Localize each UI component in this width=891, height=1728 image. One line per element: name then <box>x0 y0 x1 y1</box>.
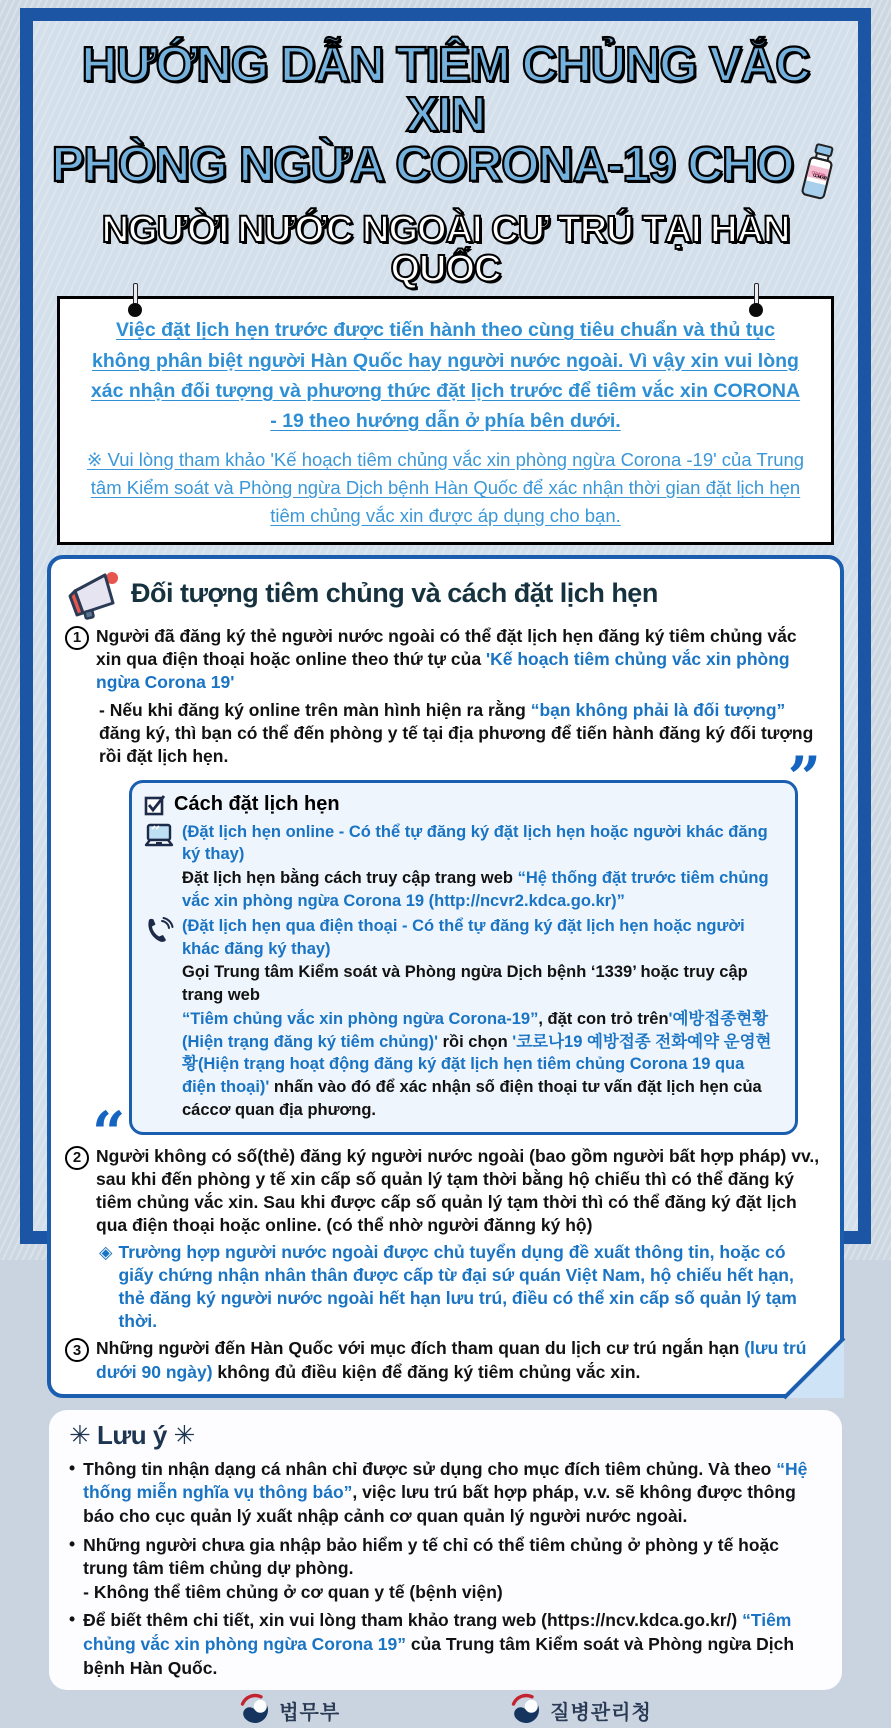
vaccination-target-section <box>47 555 844 1398</box>
item-number-badge: 1 <box>65 626 89 650</box>
item-2-text: Người không có số(thẻ) đăng ký người nước ngoài (bao gồm người bất hợp pháp) vv., sau khi đến phòng y tế xin cấp số quản lý tạm thời bằng hộ chiếu thì có thể đăng ký tiêm chủng vắc xin. Sau khi được cấp số quản lý tạm thời thì có thể đăng ký đặt lịch qua điện thoại hoặc online. (có thể nhờ người đănng ký hộ) <box>96 1145 820 1235</box>
kdca-site-highlight: “Tiêm chủng vắc xin phòng ngừa Corona 19” <box>83 1610 792 1655</box>
note-2-text: Những người chưa gia nhập bảo hiểm y tế chỉ có thể tiêm chủng ở phòng y tế hoặc trung tâm tiêm chủng dự phòng. - Không thể tiêm chủng ở cơ quan y tế (bệnh viện) <box>83 1534 822 1605</box>
list-item-3 <box>65 1337 824 1383</box>
list-item-1-sub: - Nếu khi đăng ký online trên màn hình hiện ra rằng “bạn không phải là đối tượng” đăng ký, thì bạn có thể đến phòng y tế tại địa phương để tiến hành đăng ký đối tượng rồi đặt lịch hẹn. <box>99 699 814 767</box>
diamond-bullet-icon: ◈ <box>99 1242 113 1263</box>
note-bullet-3 <box>69 1609 822 1680</box>
page-fold-corner <box>782 1336 844 1398</box>
item-1-text: Người đã đăng ký thẻ người nước ngoài có thể đặt lịch hẹn đăng ký tiêm chủng vắc xin qua điện thoại hoặc online theo thứ tự của 'Kế hoạch tiêm chủng vắc xin phòng ngừa Corona 19' <box>96 625 797 692</box>
bullet-icon: • <box>69 1457 76 1478</box>
footer <box>43 1694 848 1728</box>
quote-open-icon: “ <box>92 1098 126 1167</box>
kdca-logo <box>510 1694 652 1726</box>
kdca-logo-icon <box>510 1694 542 1726</box>
phone-booking-line1: Gọi Trung tâm Kiểm soát và Phòng ngừa Dịch bệnh ‘1339’ hoặc truy cập trang web <box>182 963 748 1005</box>
phone-booking-row <box>144 915 781 961</box>
notice-main-text: Việc đặt lịch hẹn trước được tiến hành theo cùng tiêu chuẩn và thủ tục không phân biệt người Hàn Quốc hay người nước ngoài. Vì vậy xin vui lòng xác nhận đối tượng và phương thức đặt lịch trước để tiêm vắc xin CORONA - 19 theo hướng dẫn ở phía bên dưới. <box>90 319 801 433</box>
item-2-note-text: Trường hợp người nước ngoài được chủ tuyển dụng đề xuất thông tin, hoặc có giấy chứng nhận nhân thân được cấp từ đại sứ quán Việt Nam, hộ chiếu hết hạn, thẻ đăng ký người nước ngoài hết hạn lưu trú, điều có thể xin cấp số quản lý tạm thời. <box>118 1242 797 1332</box>
booking-method-title: Cách đặt lịch hẹn <box>174 793 340 816</box>
online-booking-detail: Đặt lịch hẹn bằng cách truy cập trang web “Hệ thống đặt trước tiêm chủng vắc xin phòng ngừa Corona 19 (http://ncvr2.kdca.go.kr)” <box>182 869 769 911</box>
title-line-1: HƯỚNG DẪN TIÊM CHỦNG VẮC XIN <box>81 38 810 142</box>
notice-box <box>57 296 834 544</box>
svg-text:COVID-19: COVID-19 <box>811 169 826 178</box>
note-2-subtext: - Không thể tiêm chủng ở cơ quan y tế (bệnh viện) <box>83 1581 503 1602</box>
laptop-icon <box>144 823 174 849</box>
online-booking-row <box>144 821 781 867</box>
ncvr-site-text: “Hệ thống đặt trước tiêm chủng vắc xin phòng ngừa Corona 19 (http://ncvr2.kdca.go.kr)” <box>182 869 769 911</box>
phone-booking-detail: “Tiêm chủng vắc xin phòng ngừa Corona-19”, đặt con trỏ trên'예방접종현황(Hiện trạng đăng ký tiêm chủng)' rồi chọn '코로나19 예방접종 전화예약 운영현황(Hiện trạng hoạt động đăng ký đặt lịch hẹn tiêm chủng Corona 19 qua điện thoại)' nhấn vào đó để xác nhận số điện thoại tư vấn đặt lịch hẹn của cáccơ quan địa phương. <box>182 1009 772 1119</box>
notes-title: ✳ Lưu ý ✳ <box>69 1419 195 1450</box>
list-item-2 <box>65 1145 824 1237</box>
section-title: Đối tượng tiêm chủng và cách đặt lịch hẹn <box>131 577 658 608</box>
note-1-text: Thông tin nhận dạng cá nhân chỉ được sử dụng cho mục đích tiêm chủng. Và theo “Hệ thống miễn nghĩa vụ thông báo”, việc lưu trú bất hợp pháp, v.v. sẽ không được thông báo cho cục quản lý xuất nhập cảnh cơ quan quản lý người nước ngoài. <box>83 1458 808 1526</box>
poster-frame <box>20 8 871 1724</box>
bullet-icon: • <box>69 1609 76 1630</box>
megaphone-icon <box>65 569 123 619</box>
moj-logo-label: 법무부 <box>279 1701 341 1724</box>
pushpin-icon <box>749 283 763 317</box>
note-bullet-2 <box>69 1534 822 1605</box>
notes-section <box>49 1410 842 1691</box>
section-header <box>65 569 824 619</box>
pushpin-icon <box>128 283 142 317</box>
list-item-1 <box>65 625 824 694</box>
item-number-badge: 2 <box>65 1146 89 1170</box>
note-bullet-1 <box>69 1458 822 1529</box>
note-3-text: Để biết thêm chi tiết, xin vui lòng tham khảo trang web (https://ncv.kdca.go.kr/) “Tiêm chủng vắc xin phòng ngừa Corona 19” của Trung tâm Kiểm soát và Phòng ngừa Dịch bệnh Hàn Quốc. <box>83 1610 795 1678</box>
booking-method-box <box>92 744 821 1167</box>
title-line-2: PHÒNG NGỪA CORONA-19 CHO <box>51 137 794 192</box>
item-3-text: Những người đến Hàn Quốc với mục đích tham quan du lịch cư trú ngắn hạn (lưu trú dưới 90 ngày) không đủ điều kiện để đăng ký tiêm chủng vắc xin. <box>96 1338 807 1382</box>
notice-note-text: ※ Vui lòng tham khảo 'Kế hoạch tiêm chủng vắc xin phòng ngừa Corona -19' của Trung tâm Kiểm soát và Phòng ngừa Dịch bệnh Hàn Quốc để xác nhận thời gian đặt lịch hẹn tiêm chủng vắc xin được áp dụng cho bạn. <box>86 449 805 526</box>
moj-logo-icon <box>239 1694 271 1726</box>
exemption-system-highlight: “Hệ thống miễn nghĩa vụ thông báo” <box>83 1458 808 1503</box>
quote-close-icon: ” <box>787 744 821 813</box>
kdca-logo-label: 질병관리청 <box>550 1701 652 1724</box>
title-line-3: NGƯỜI NƯỚC NGOÀI CƯ TRÚ TẠI HÀN QUỐC <box>101 208 790 290</box>
item-number-badge: 3 <box>65 1338 89 1362</box>
not-eligible-highlight: “bạn không phải là đối tượng” <box>530 699 786 720</box>
bullet-icon: • <box>69 1533 76 1554</box>
list-item-2-note <box>65 1241 824 1333</box>
ministry-of-justice-logo <box>239 1694 340 1726</box>
vaccine-vial-icon <box>797 143 839 205</box>
booking-method-header <box>144 791 781 819</box>
plan-link-text: 'Kế hoạch tiêm chủng vắc xin phòng ngừa Corona 19' <box>96 648 790 692</box>
phone-icon <box>144 917 174 945</box>
title-block <box>43 38 848 290</box>
short-stay-highlight: (lưu trú dưới 90 ngày) <box>96 1338 807 1382</box>
checkbox-icon <box>144 794 166 816</box>
online-booking-heading: (Đặt lịch hẹn online - Có thể tự đăng ký đặt lịch hẹn hoặc người khác đăng ký thay) <box>182 822 768 864</box>
phone-booking-heading: (Đặt lịch hẹn qua điện thoại - Có thể tự đăng ký đặt lịch hẹn hoặc người khác đăng ký thay) <box>182 916 745 958</box>
